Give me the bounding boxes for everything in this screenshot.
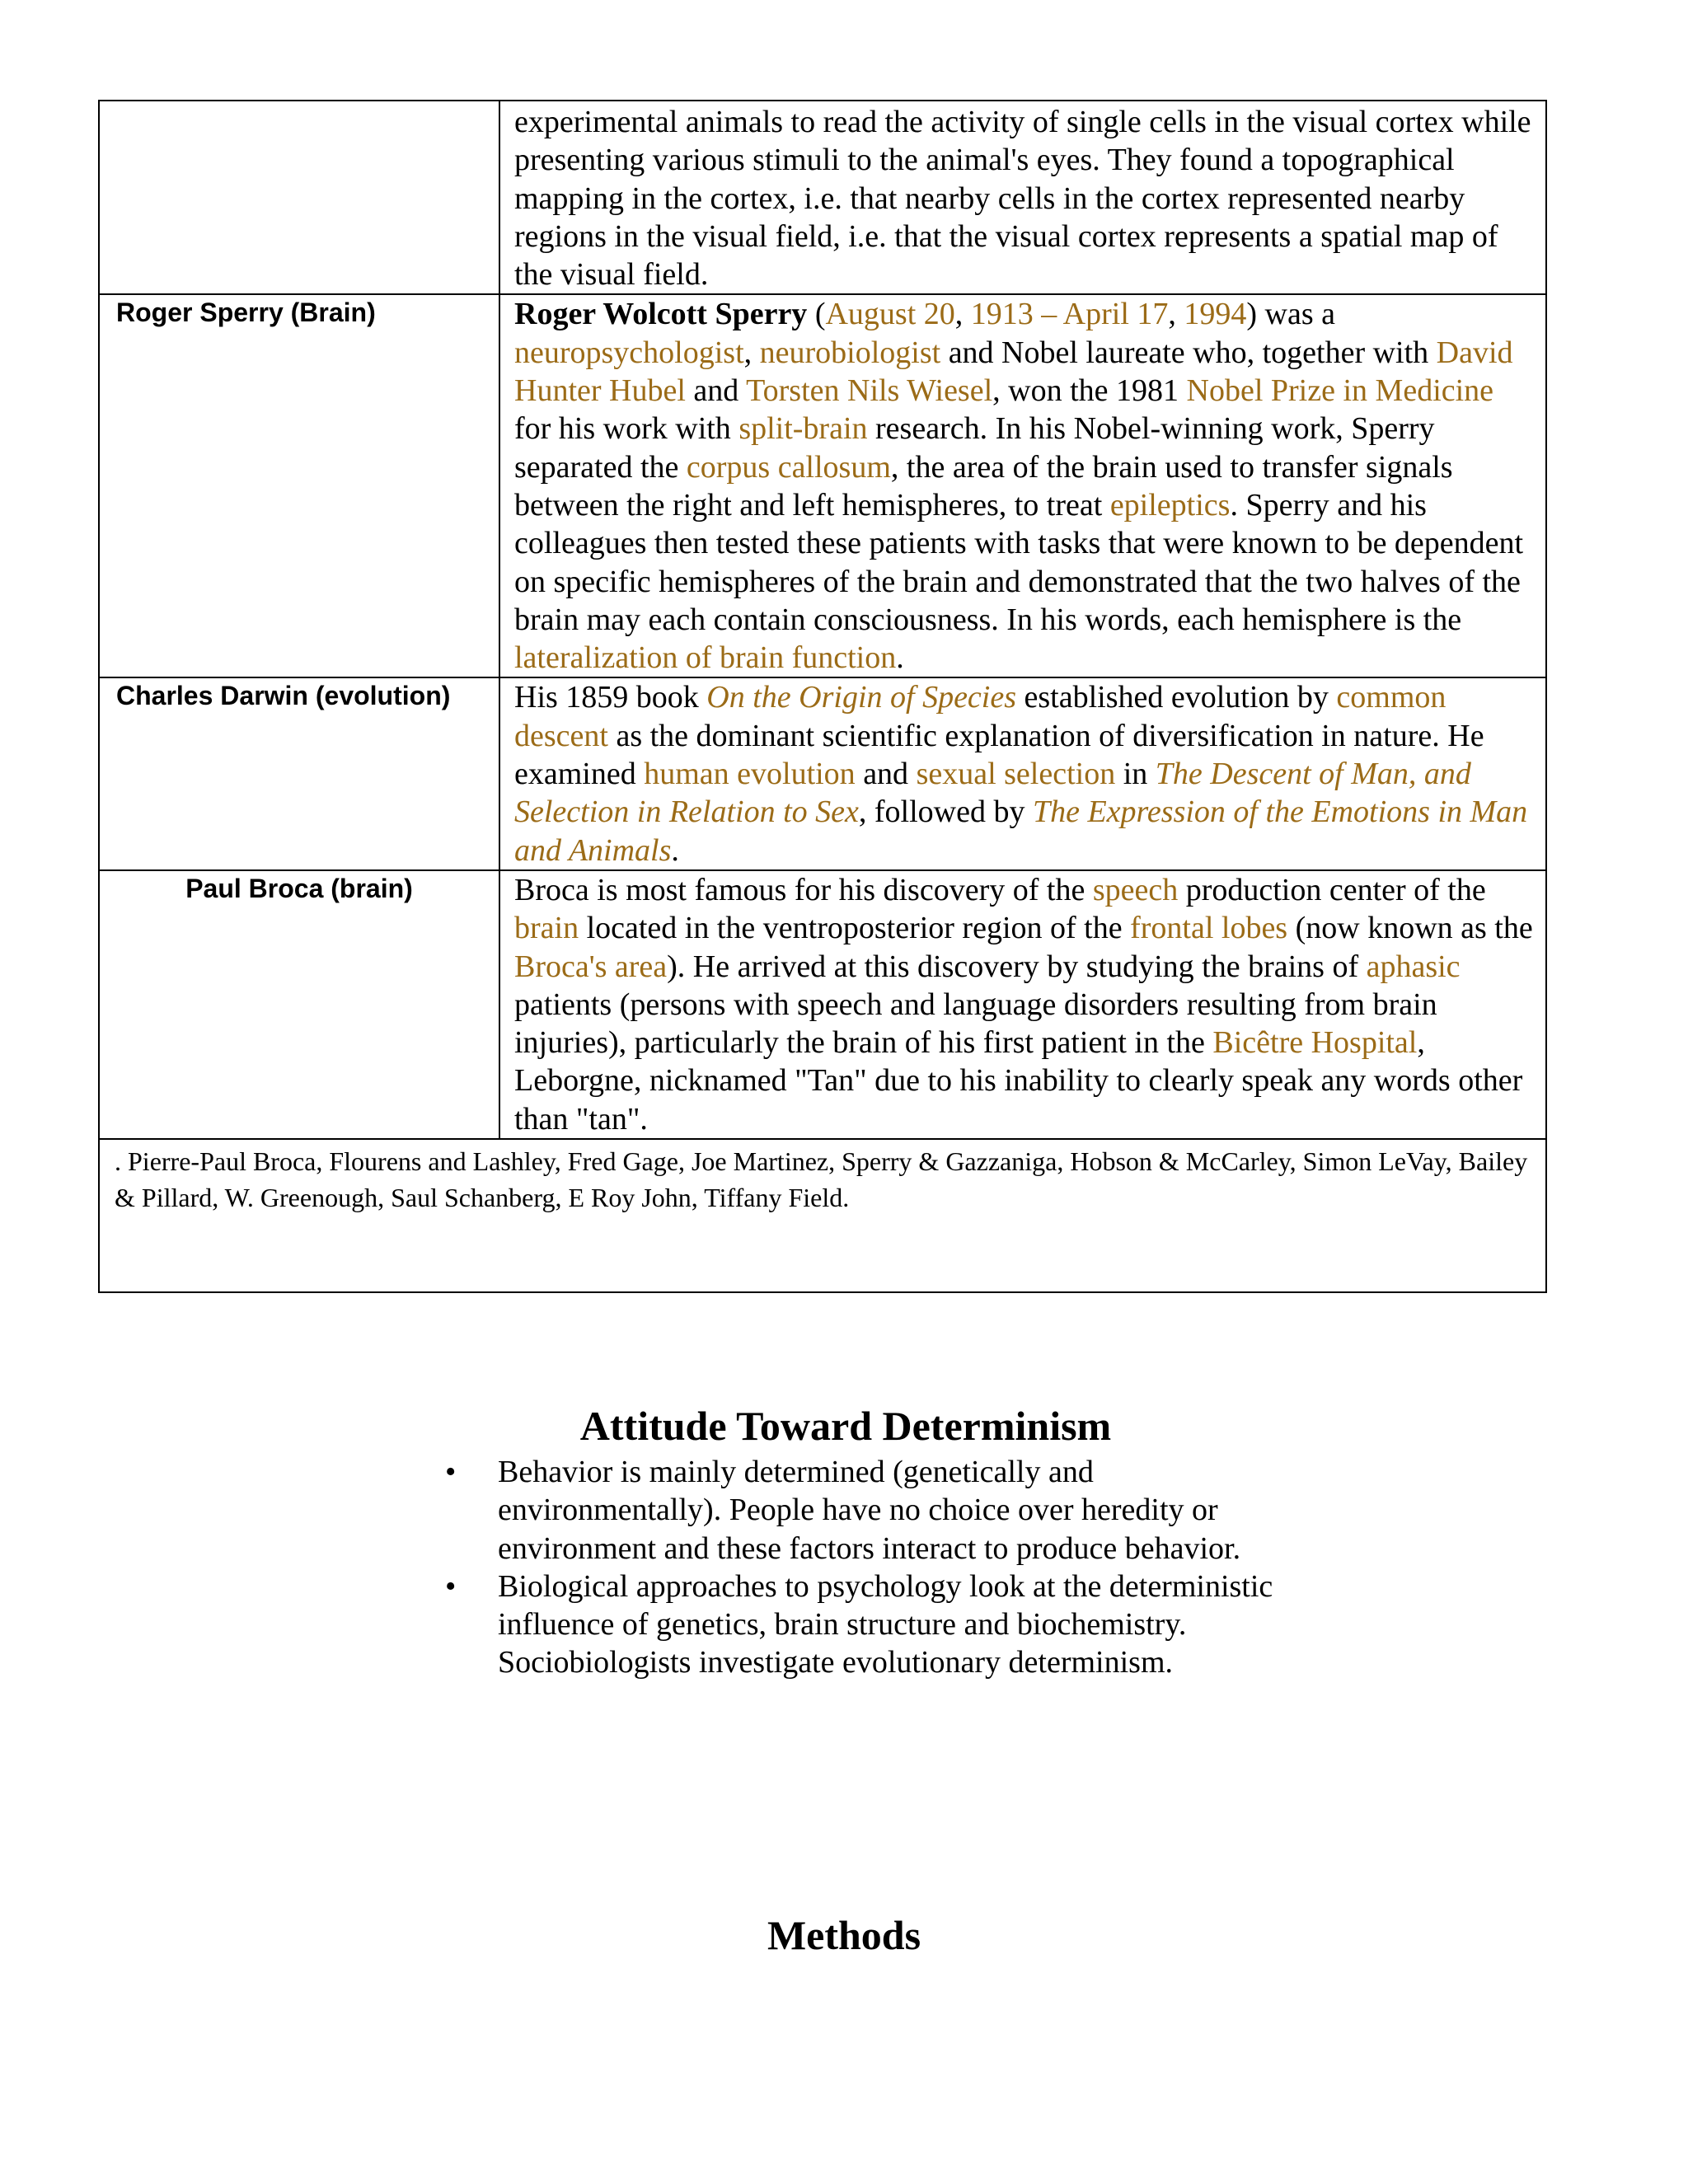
table-row bbox=[99, 1139, 1546, 1292]
link-brain[interactable]: brain bbox=[514, 911, 579, 946]
darwin-label: Charles Darwin (evolution) bbox=[116, 681, 451, 711]
link-lateralization[interactable]: lateralization of brain function bbox=[514, 640, 897, 676]
determinism-bullet-list bbox=[445, 1453, 1286, 1682]
table-cell-label bbox=[99, 677, 499, 869]
bullet-icon: • bbox=[445, 1568, 457, 1604]
link-speech[interactable]: speech bbox=[1092, 872, 1179, 907]
link-sexual-selection[interactable]: sexual selection bbox=[916, 757, 1116, 792]
link-nobel-prize-medicine[interactable]: Nobel Prize in Medicine bbox=[1186, 373, 1494, 409]
bullet-text: Behavior is mainly determined (genetically and environmentally). People have no choice over heredity or environment and these factors interact to produce behavior. bbox=[498, 1455, 1241, 1566]
link-torsten-nils-wiesel[interactable]: Torsten Nils Wiesel bbox=[746, 373, 993, 409]
link-common-descent[interactable]: common descent bbox=[514, 680, 1447, 753]
broca-description: Broca is most famous for his discovery of the speech production center of the brain located in the ventroposterior region of the frontal lobes (now known as the Broca's area). He arrived at this discovery by studying the brains of aphasic patients (persons with speech and language disorders resulting from brain injuries), particularly the brain of his first patient in the Bicêtre Hospital, Leborgne, nicknamed "Tan" due to his inability to clearly speak any words other than "tan". bbox=[514, 872, 1533, 1137]
link-neurobiologist[interactable]: neurobiologist bbox=[759, 335, 941, 370]
sperry-label: Roger Sperry (Brain) bbox=[116, 298, 376, 328]
link-bicetre-hospital[interactable]: Bicêtre Hospital bbox=[1212, 1025, 1418, 1061]
link-1913-april-17[interactable]: 1913 – April 17 bbox=[970, 297, 1169, 332]
methods-heading: Methods bbox=[767, 1912, 921, 1958]
list-item bbox=[445, 1568, 1286, 1682]
list-item bbox=[445, 1453, 1286, 1568]
link-aphasic[interactable]: aphasic bbox=[1366, 949, 1461, 984]
link-brocas-area[interactable]: Broca's area bbox=[514, 949, 668, 984]
table-cell-description bbox=[499, 294, 1546, 677]
link-split-brain[interactable]: split-brain bbox=[738, 411, 868, 447]
scientists-table bbox=[98, 100, 1547, 1293]
link-1994[interactable]: 1994 bbox=[1184, 297, 1247, 332]
table-row bbox=[99, 870, 1546, 1139]
link-origin-of-species[interactable]: On the Origin of Species bbox=[706, 680, 1017, 715]
table-cell-description bbox=[499, 870, 1546, 1139]
table-cell-label bbox=[99, 870, 499, 1139]
table-cell-description bbox=[499, 677, 1546, 869]
table-cell-label bbox=[99, 294, 499, 677]
researchers-list: . Pierre-Paul Broca, Flourens and Lashley, Fred Gage, Joe Martinez, Sperry & Gazzaniga, Hobson & McCarley, Simon LeVay, Bailey & Pillard, W. Greenough, Saul Schanberg, E Roy John, Tiffany Field. bbox=[115, 1146, 1528, 1213]
table-cell-description bbox=[499, 101, 1546, 294]
link-corpus-callosum[interactable]: corpus callosum bbox=[686, 449, 891, 485]
table-row bbox=[99, 677, 1546, 869]
broca-label: Paul Broca (brain) bbox=[185, 873, 413, 903]
table-row bbox=[99, 294, 1546, 677]
table-cell-empty bbox=[99, 101, 499, 294]
link-david-hunter-hubel[interactable]: David Hunter Hubel bbox=[514, 335, 1513, 409]
darwin-description: His 1859 book On the Origin of Species established evolution by common descent as the dominant scientific explanation of diversification in nature. He examined human evolution and sexual selection in The Descent of Man, and Selection in Relation to Sex, followed by The Expression of the Emotions in Man and Animals. bbox=[514, 680, 1528, 868]
determinism-heading: Attitude Toward Determinism bbox=[579, 1403, 1112, 1449]
bullet-text: Biological approaches to psychology look at the deterministic influence of genetics, brain structure and biochemistry. Sociobiologists investigate evolutionary determinism. bbox=[498, 1568, 1273, 1680]
link-human-evolution[interactable]: human evolution bbox=[644, 757, 856, 792]
sperry-full-name: Roger Wolcott Sperry bbox=[514, 297, 808, 332]
link-august-20[interactable]: August 20 bbox=[825, 297, 955, 332]
link-neuropsychologist[interactable]: neuropsychologist bbox=[514, 335, 744, 370]
bullet-icon: • bbox=[445, 1455, 457, 1489]
link-frontal-lobes[interactable]: frontal lobes bbox=[1130, 911, 1288, 946]
sperry-description: Roger Wolcott Sperry (August 20, 1913 – April 17, 1994) was a neuropsychologist, neurobiologist and Nobel laureate who, together with David Hunter Hubel and Torsten Nils Wiesel, won the 1981 Nobel Prize in Medicine for his work with split-brain research. In his Nobel-winning work, Sperry separated the corpus callosum, the area of the brain used to transfer signals between the right and left hemispheres, to treat epileptics. Sperry and his colleagues then tested these patients with tasks that were known to be dependent on specific hemispheres of the brain and demonstrated that the two halves of the brain may each contain consciousness. In his words, each hemisphere is the lateralization of brain function. bbox=[514, 297, 1524, 676]
hubel-wiesel-continued-text: experimental animals to read the activity of single cells in the visual cortex while presenting various stimuli to the animal's eyes. They found a topographical mapping in the cortex, i.e. that nearby cells in the cortex represented nearby regions in the visual field, i.e. that the visual cortex represents a spatial map of the visual field. bbox=[514, 105, 1531, 293]
table-cell-footer bbox=[99, 1139, 1546, 1292]
link-descent-of-man[interactable]: The Descent of Man, and Selection in Relation to Sex bbox=[514, 757, 1471, 830]
link-expression-of-emotions[interactable]: The Expression of the Emotions in Man and Animals bbox=[514, 794, 1528, 868]
table-row bbox=[99, 101, 1546, 294]
link-epileptics[interactable]: epileptics bbox=[1109, 487, 1231, 523]
